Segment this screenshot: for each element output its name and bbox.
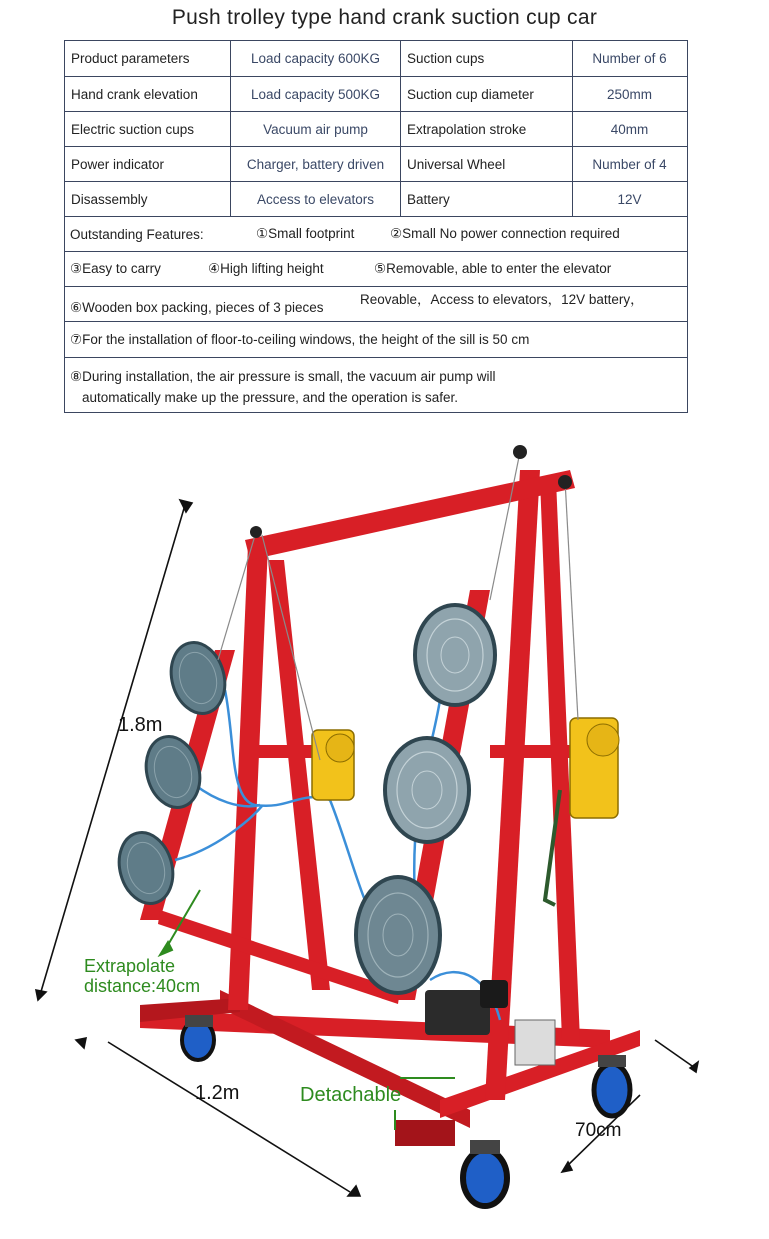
suction-cup — [415, 605, 495, 705]
caster-wheel — [463, 1150, 507, 1206]
suction-cup — [356, 877, 440, 993]
feature-item: ⑥Wooden box packing, pieces of 3 pieces — [70, 300, 324, 315]
spec-row — [65, 112, 687, 147]
feature-item: ⑦For the installation of floor-to-ceiling windows, the height of the sill is 50 cm — [70, 331, 530, 347]
spec-label: Product parameters — [65, 41, 231, 76]
spec-label: Extrapolation stroke — [401, 112, 573, 146]
features-heading: Outstanding Features: — [70, 226, 204, 242]
spec-label: Suction cup diameter — [401, 77, 573, 111]
features-row — [65, 287, 687, 322]
spec-value: Number of 4 — [592, 156, 667, 172]
spec-row — [65, 147, 687, 182]
spec-label: Electric suction cups — [65, 112, 231, 146]
spec-value: Charger, battery driven — [231, 147, 401, 181]
feature-item: ④High lifting height — [208, 261, 324, 276]
features-row — [65, 217, 687, 252]
spec-value: Number of 6 — [592, 51, 667, 66]
features-row — [65, 358, 687, 412]
extrapolate-label-line1: Extrapolate — [84, 956, 176, 976]
feature-item: automatically make up the pressure, and the operation is safer. — [82, 389, 458, 405]
height-dimension-label: 1.8m — [118, 714, 163, 736]
feature-item: ③Easy to carry — [70, 261, 161, 276]
detachable-label: Detachable — [300, 1084, 402, 1106]
spec-row — [65, 182, 687, 217]
feature-item: ⑤Removable, able to enter the elevator — [374, 261, 612, 276]
spec-row — [65, 77, 687, 112]
suction-cup — [164, 636, 233, 719]
spec-value: Load capacity 500KG — [231, 77, 401, 111]
spec-label: Hand crank elevation — [65, 77, 231, 111]
spec-value: Load capacity 600KG — [231, 41, 401, 76]
suction-cup — [385, 738, 469, 842]
spec-value: Access to elevators — [231, 182, 401, 216]
spec-value: Vacuum air pump — [231, 112, 401, 146]
spec-value: 12V — [617, 191, 642, 207]
width-dimension-label: 70cm — [575, 1120, 622, 1141]
spec-value: 250mm — [606, 86, 652, 102]
spec-table — [64, 40, 688, 413]
feature-item: Reovable，Access to elevators，12V battery， — [360, 292, 644, 307]
caster-wheel — [594, 1064, 630, 1116]
spec-label: Disassembly — [65, 182, 231, 216]
spec-row — [65, 41, 687, 77]
spec-label: Battery — [401, 182, 573, 216]
extrapolate-label-line2: distance:40cm — [84, 976, 201, 996]
product-photo — [0, 420, 769, 1239]
spec-label: Universal Wheel — [401, 147, 573, 181]
page-title: Push trolley type hand crank suction cup car — [171, 6, 598, 29]
spec-value: 40mm — [610, 121, 649, 137]
spec-label: Suction cups — [401, 41, 573, 76]
spec-label: Power indicator — [65, 147, 231, 181]
feature-item: ①Small footprint — [256, 226, 355, 241]
feature-item: ②Small No power connection required — [390, 226, 620, 241]
feature-item: ⑧During installation, the air pressure is small, the vacuum air pump will — [70, 369, 496, 384]
length-dimension-label: 1.2m — [195, 1082, 240, 1104]
